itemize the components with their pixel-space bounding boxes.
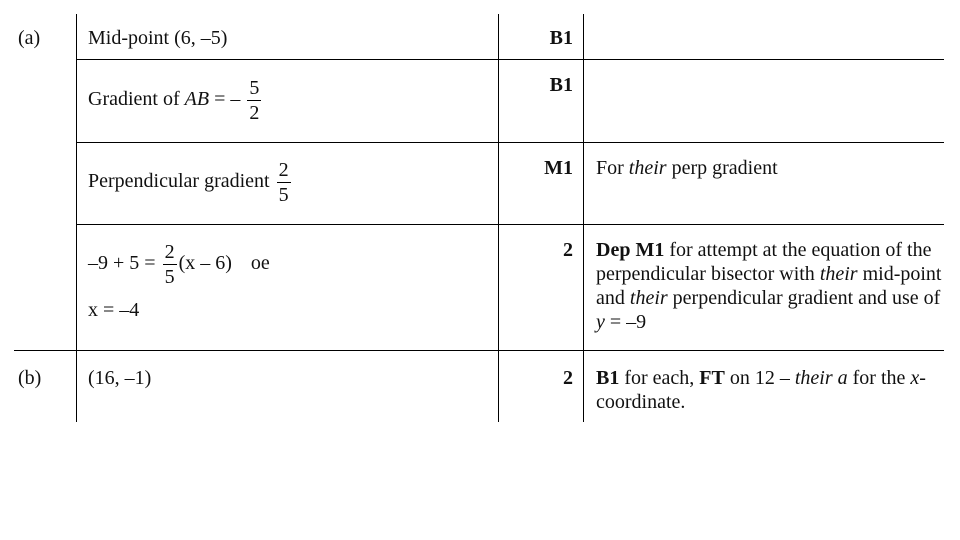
row-divider-4 xyxy=(14,350,944,351)
gradient-var: AB xyxy=(184,88,210,111)
frac-den: 5 xyxy=(164,266,175,288)
answer-coordinates: (16, –1) xyxy=(88,367,152,389)
gradient-prefix: Gradient of xyxy=(88,88,185,111)
frac-num: 2 xyxy=(164,241,175,263)
col-divider-3 xyxy=(583,14,584,422)
mark-row-4: 2 xyxy=(563,239,573,261)
answer-x-value: x = –4 xyxy=(88,299,140,321)
eq-left: –9 + 5 = xyxy=(88,252,156,275)
guidance-row-5 xyxy=(596,366,946,414)
part-label-a: (a) xyxy=(18,27,41,49)
answer-perp-gradient xyxy=(88,160,293,205)
guid-text: mid-point and xyxy=(596,263,942,309)
guid-text: for each, xyxy=(619,367,700,389)
guid-text: = –9 xyxy=(604,311,647,333)
answer-equation xyxy=(88,242,270,287)
guid-var: x xyxy=(910,367,920,389)
frac-den: 2 xyxy=(249,102,260,124)
fraction-5-over-2 xyxy=(247,78,261,123)
mark-row-3: M1 xyxy=(544,157,573,179)
guidance-row-4 xyxy=(596,238,946,334)
part-label-b: (b) xyxy=(18,367,42,389)
col-divider-2 xyxy=(498,14,499,422)
mark-row-2: B1 xyxy=(549,74,573,96)
mark-row-5: 2 xyxy=(563,367,573,389)
perp-label: Perpendicular gradient xyxy=(88,170,270,193)
frac-num: 5 xyxy=(249,77,260,99)
guid-their: their xyxy=(819,263,858,285)
answer-midpoint: Mid-point (6, –5) xyxy=(88,27,228,49)
fraction-2-over-5-eq xyxy=(163,242,177,287)
row-divider-3 xyxy=(76,224,944,225)
guid-bold: B1 xyxy=(596,367,620,389)
guid-their: their a xyxy=(794,367,848,389)
fraction-2-over-5 xyxy=(277,160,291,205)
answer-gradient-ab xyxy=(88,78,263,123)
frac-num: 2 xyxy=(278,159,289,181)
guid-text: on 12 – xyxy=(724,367,795,389)
eq-right: (x – 6) xyxy=(178,252,232,275)
guid-text: for attempt at the equation of the perpendicular bisector with xyxy=(596,239,932,285)
col-divider-1 xyxy=(76,14,77,422)
guid-var: y xyxy=(596,311,605,333)
guid-bold: Dep M1 xyxy=(596,239,665,261)
guid-text: perpendicular gradient and use of xyxy=(667,287,941,309)
gradient-eq: = – xyxy=(209,88,241,111)
mark-row-1: B1 xyxy=(549,27,573,49)
guid-text: for the xyxy=(847,367,911,389)
row-divider-2 xyxy=(76,142,944,143)
eq-oe: oe xyxy=(250,252,270,275)
guid-text: perp gradient xyxy=(666,157,778,179)
guid-their: their xyxy=(628,157,667,179)
guid-text: For xyxy=(596,157,629,179)
guidance-row-3 xyxy=(596,156,946,180)
row-divider-1 xyxy=(76,59,944,60)
frac-den: 5 xyxy=(278,184,289,206)
guid-text: -coordinate. xyxy=(596,367,926,413)
guid-bold: FT xyxy=(699,367,725,389)
guid-their: their xyxy=(629,287,668,309)
